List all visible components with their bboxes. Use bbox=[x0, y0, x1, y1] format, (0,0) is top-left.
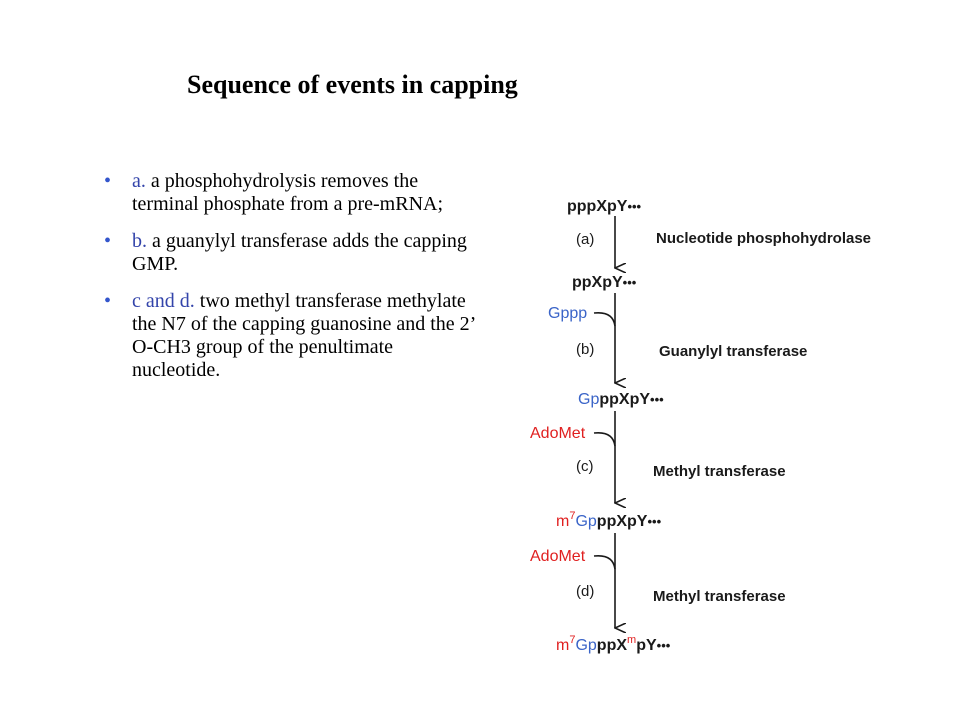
dots-icon: ••• bbox=[622, 275, 637, 290]
step-letter-b: (b) bbox=[576, 341, 595, 358]
input-adomet-c: AdoMet bbox=[530, 425, 586, 442]
dots-icon: ••• bbox=[650, 392, 664, 407]
step-letter-d: (d) bbox=[576, 583, 595, 600]
bullet-list bbox=[104, 170, 484, 396]
species-m7gpppxpy: $m^7GpppXpY•••$ bbox=[556, 510, 662, 530]
enzyme-label-c: Methyl transferase bbox=[653, 463, 786, 480]
bullet-item-cd bbox=[104, 290, 484, 382]
bullet-dot-icon: • bbox=[104, 290, 112, 312]
bullet-text: a guanylyl transferase adds the capping GMP. bbox=[132, 230, 467, 275]
bullet-lead: b. bbox=[132, 230, 147, 252]
dots-icon: ••• bbox=[647, 514, 662, 529]
bullet-lead: c and d. bbox=[132, 290, 195, 312]
input-curve-b bbox=[594, 313, 615, 326]
bullet-item-a bbox=[104, 170, 484, 216]
input-curve-d bbox=[594, 556, 615, 569]
bullet-item-b bbox=[104, 230, 484, 276]
step-letter-c: (c) bbox=[576, 458, 594, 475]
capping-diagram bbox=[500, 168, 920, 688]
species-gpppxpy: GpppXpY••• bbox=[578, 391, 664, 408]
input-curve-c bbox=[594, 433, 615, 446]
enzyme-label-b: Guanylyl transferase bbox=[659, 343, 808, 360]
dots-icon: ••• bbox=[627, 199, 642, 214]
species-ppxpy: ppXpY••• bbox=[572, 274, 637, 291]
bullet-dot-icon: • bbox=[104, 230, 112, 252]
species-m7gpppxmpy: $m^7GpppX^mpY•••$ bbox=[556, 634, 671, 654]
enzyme-label-d: Methyl transferase bbox=[653, 588, 786, 605]
species-pppxpy: pppXpY••• bbox=[567, 198, 642, 215]
input-gppp: Gppp bbox=[548, 305, 588, 322]
bullet-text: two methyl transferase methylate the N7 of the capping guanosine and the 2’ O-CH3 group of the penultimate nucleotide. bbox=[132, 290, 475, 381]
bullet-lead: a. bbox=[132, 170, 146, 192]
dots-icon: ••• bbox=[656, 638, 671, 653]
step-letter-a: (a) bbox=[576, 231, 595, 248]
input-adomet-d: AdoMet bbox=[530, 548, 586, 565]
bullet-text: a phosphohydrolysis removes the terminal phosphate from a pre-mRNA; bbox=[132, 170, 444, 215]
slide-title: Sequence of events in capping bbox=[187, 70, 518, 99]
bullet-dot-icon: • bbox=[104, 170, 112, 192]
enzyme-label-a: Nucleotide phosphohydrolase bbox=[656, 230, 872, 247]
